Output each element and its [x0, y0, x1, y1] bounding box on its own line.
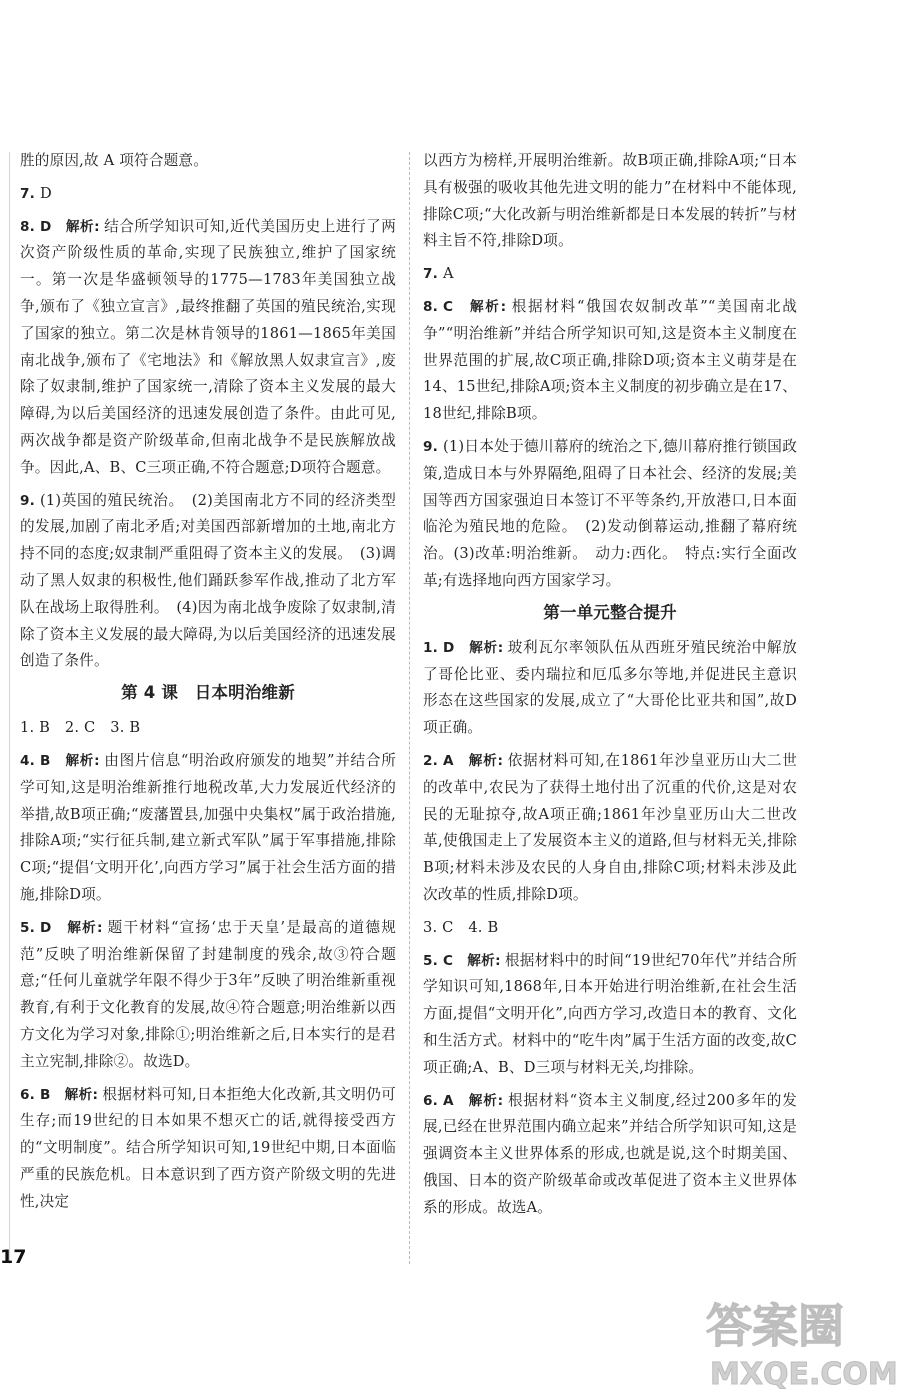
answer-keyword: B 解析: — [40, 1086, 99, 1103]
question-number: 8. — [20, 218, 36, 235]
answer-keyword: A 解析: — [443, 1092, 504, 1109]
question-number: 5. — [423, 952, 439, 969]
answer-keyword: A 解析: — [443, 752, 504, 769]
section-heading: 第 4 课 日本明治维新 — [121, 683, 295, 703]
question-number: 6. — [20, 1086, 36, 1103]
answer-item — [423, 948, 797, 1082]
answer-keyword: C 解析: — [443, 952, 501, 969]
answer-item — [20, 1082, 396, 1216]
answer-item — [423, 294, 797, 428]
answer-text: (1)日本处于德川幕府的统治之下,德川幕府推行锁国政策,造成日本与外界隔绝,阻碍了日本社会、经济的发展;美国等西方国家强迫日本签订不平等条约,开放港口,日本面临沦为殖民地的危险。 (2)发动倒幕运动,推翻了幕府统治。(3)改革:明治维新。 动力:西化。 特点:实行全面改革;有选择地向西方国家学习。 — [423, 437, 797, 589]
answer-text: 根据材料“资本主义制度,经过200多年的发展,已经在世界范围内确立起来”并结合所学知识可知,这是强调资本主义世界体系的形成,也就是说,这个时期美国、俄国、日本的资产阶级革命或改革促进了资本主义世界体系的形成。故选A。 — [423, 1091, 797, 1216]
section-heading: 第一单元整合提升 — [543, 602, 677, 622]
answer-text: 玻利瓦尔率领队伍从西班牙殖民统治中解放了哥伦比亚、委内瑞拉和厄瓜多尔等地,并促进民主意识形态在这些国家的发展,成立了“大哥伦比亚共和国”,故D项正确。 — [423, 638, 797, 737]
answer-text: D — [40, 184, 52, 202]
question-number: 6. — [423, 1092, 439, 1109]
answer-item — [20, 715, 396, 742]
question-number: 7. — [423, 266, 439, 283]
question-number: 9. — [20, 492, 36, 509]
answer-keyword: C 解析: — [443, 298, 507, 315]
answer-text: 根据材料中的时间“19世纪70年代”并结合所学知识可知,1868年,日本开始进行明治维新,在社会生活方面,提倡“文明开化”,向西方学习,改造日本的教育、文化和生活方式。材料中的“吃牛肉”属于生活方面的改变,故C项正确;A、B、D三项与材料无关,均排除。 — [423, 951, 797, 1076]
question-number: 2. — [423, 752, 439, 769]
answer-item — [423, 261, 797, 288]
answer-keyword: D 解析: — [40, 218, 100, 235]
question-number: 5. — [20, 919, 36, 936]
answer-item — [20, 214, 396, 482]
left-column — [20, 148, 396, 1272]
answer-text: (1)英国的殖民统治。 (2)美国南北方不同的经济类型的发展,加剧了南北矛盾;对美国西部新增加的土地,南北方持不同的态度;奴隶制严重阻碍了资本主义的发展。 (3)调动了黑人奴隶的积极性,他们踊跃参军作战,推动了北方军队在战场上取得胜利。 (4)因为南北战争废除了奴隶制,清除了资本主义发展的最大障碍,为以后美国经济的迅速发展创造了条件。 — [20, 491, 396, 670]
watermark-bottom-text: MXQE.COM — [710, 1357, 898, 1390]
answer-text: 3. C 4. B — [423, 918, 499, 936]
watermark-logo — [702, 1286, 898, 1390]
answer-item — [423, 1088, 797, 1222]
answer-item — [423, 915, 797, 942]
answer-text: 由图片信息“明治政府颁发的地契”并结合所学可知,这是明治维新推行地税改革,大力发展近代经济的举措,故B项正确;“废藩置县,加强中央集权”属于政治措施,排除A项;“实行征兵制,建立新式军队”属于军事措施,排除C项;“提倡‘文明开化’,向西方学习”属于社会生活方面的措施,排除D项。 — [20, 751, 396, 903]
answer-keyword: D 解析: — [40, 919, 103, 936]
page-number: 17 — [0, 1246, 27, 1268]
answer-text: 结合所学知识可知,近代美国历史上进行了两次资产阶级性质的革命,实现了民族独立,维护了国家统一。第一次是华盛顿领导的1775—1783年美国独立战争,颁布了《独立宣言》,最终推翻了英国的殖民统治,实现了国家的独立。第二次是林肯领导的1861—1865年美国南北战争,颁布了《宅地法》和《解放黑人奴隶宣言》,废除了奴隶制,维护了国家统一,清除了资本主义发展的最大障碍,为以后美国经济的迅速发展创造了条件。由此可见,两次战争都是资产阶级革命,但南北战争不是民族解放战争。因此,A、B、C三项正确,不符合题意;D项符合题意。 — [20, 217, 396, 476]
answer-item — [20, 181, 396, 208]
question-number: 9. — [423, 438, 439, 455]
question-number: 1. — [423, 639, 439, 656]
answer-text: 以西方为榜样,开展明治维新。故B项正确,排除A项;“日本具有极强的吸收其他先进文明的能力”在材料中不能体现,排除C项;“大化改新与明治维新都是日本发展的转折”与材料主旨不符,排除D项。 — [423, 152, 797, 250]
page-edge-line — [9, 152, 10, 1264]
answer-text: 根据材料可知,日本拒绝大化改新,其文明仍可生存;而19世纪的日本如果不想灭亡的话,就得接受西方的“文明制度”。结合所学知识可知,19世纪中期,日本面临严重的民族危机。日本意识到了西方资产阶级文明的先进性,决定 — [20, 1085, 396, 1210]
column-divider — [409, 152, 410, 1264]
right-column — [423, 148, 797, 1272]
answer-text: 依据材料可知,在1861年沙皇亚历山大二世的改革中,农民为了获得土地付出了沉重的代价,这是对农民的无耻掠夺,故A项正确;1861年沙皇亚历山大二世改革,使俄国走上了发展资本主义的道路,但与材料无关,排除B项;材料未涉及农民的人身自由,排除C项;材料未涉及此次改革的性质,排除D项。 — [423, 751, 797, 903]
watermark-top-text: 答案圈 — [706, 1299, 844, 1353]
answer-keyword: D 解析: — [443, 639, 504, 656]
answer-item — [20, 915, 396, 1076]
answer-text: 1. B 2. C 3. B — [20, 719, 141, 737]
answer-item — [20, 148, 396, 175]
answer-text: 根据材料“俄国农奴制改革”“美国南北战争”“明治维新”并结合所学知识可知,这是资本主义制度在世界范围的扩展,故C项正确,排除D项;资本主义萌芽是在14、15世纪,排除A项;资本主义制度的初步确立是在17、18世纪,排除B项。 — [423, 297, 797, 423]
answer-item — [20, 488, 396, 676]
question-number: 4. — [20, 752, 36, 769]
answer-item — [423, 148, 797, 255]
answer-item — [423, 434, 797, 595]
answer-item — [423, 748, 797, 909]
answer-text: 胜的原因,故 A 项符合题意。 — [20, 152, 208, 169]
answer-text: A — [443, 265, 454, 283]
answer-item — [20, 748, 396, 909]
answer-keyword: B 解析: — [40, 752, 100, 769]
question-number: 8. — [423, 298, 439, 315]
question-number: 7. — [20, 185, 36, 202]
answer-text: 题干材料“宣扬‘忠于天皇’是最高的道德规范”反映了明治维新保留了封建制度的残余,故③符合题意;“任何儿童就学年限不得少于3年”反映了明治维新重视教育,有利于文化教育的发展,故④符合题意;明治维新以西方文化为学习对象,排除①;明治维新之后,日本实行的是君主立宪制,排除②。故选D。 — [20, 918, 396, 1070]
answer-item — [423, 635, 797, 742]
